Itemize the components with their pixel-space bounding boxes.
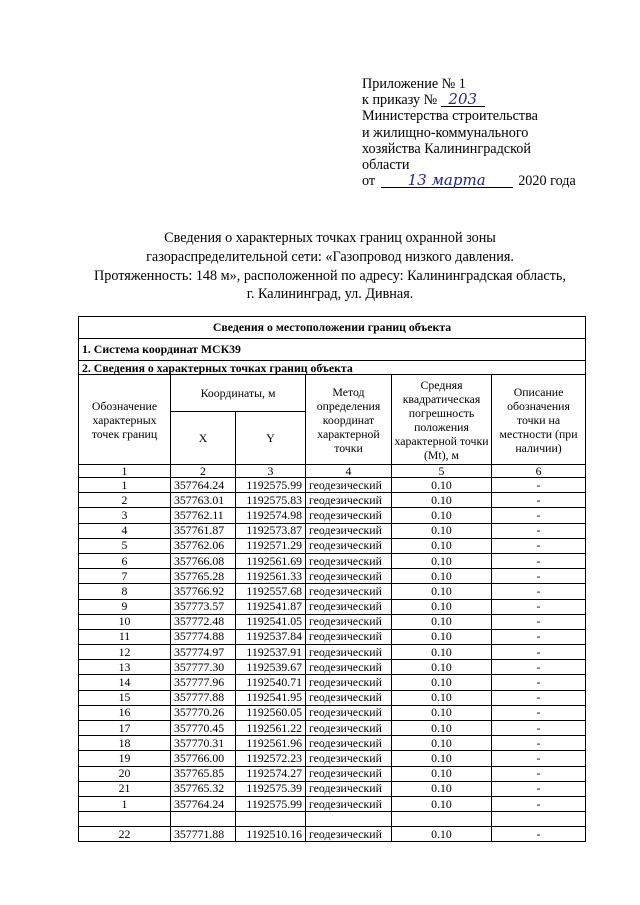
cell-point-number: 13 [79, 660, 171, 675]
header-accuracy: Средняя квадратическая погрешность положения характерной точки (Mt), м [392, 375, 492, 465]
cell-x: 357764.24 [171, 478, 236, 493]
cell-method: геодезический [306, 751, 392, 766]
cell-point-number: 9 [79, 599, 171, 614]
cell-y: 1192510.16 [236, 827, 306, 842]
cell-point-number: 15 [79, 690, 171, 705]
cell-description: - [492, 553, 586, 568]
cell-x: 357770.26 [171, 705, 236, 720]
cell-description: - [492, 796, 586, 811]
cell-point-number: 14 [79, 675, 171, 690]
header-method: Метод определения координат характерной точки [306, 375, 392, 465]
cell-accuracy: 0.10 [392, 827, 492, 842]
cell-method: геодезический [306, 538, 392, 553]
cell-accuracy: 0.10 [392, 781, 492, 796]
cell-y: 1192557.68 [236, 584, 306, 599]
cell-point-number: 16 [79, 705, 171, 720]
blank-cell [392, 812, 492, 827]
table-row [79, 629, 586, 644]
cell-accuracy: 0.10 [392, 538, 492, 553]
cell-y: 1192575.83 [236, 493, 306, 508]
table-row [79, 508, 586, 523]
cell-method: геодезический [306, 645, 392, 660]
order-number: 203 [441, 93, 485, 107]
cell-x: 357766.00 [171, 751, 236, 766]
cell-method: геодезический [306, 781, 392, 796]
cell-point-number: 6 [79, 553, 171, 568]
table-row [79, 599, 586, 614]
cell-description: - [492, 629, 586, 644]
coord-system: 1. Система координат МСК39 [79, 339, 586, 361]
cell-x: 357777.88 [171, 690, 236, 705]
cell-x: 357774.88 [171, 629, 236, 644]
cell-x: 357762.06 [171, 538, 236, 553]
column-number: 2 [171, 465, 236, 478]
cell-description: - [492, 523, 586, 538]
header-description: Описание обозначения точки на местности (при наличии) [492, 375, 586, 465]
header-designation: Обозначение характерных точек границ [79, 375, 171, 465]
cell-accuracy: 0.10 [392, 523, 492, 538]
cell-description: - [492, 584, 586, 599]
table-row [79, 766, 586, 781]
cell-accuracy: 0.10 [392, 629, 492, 644]
ministry-line: и жилищно-коммунального [362, 124, 529, 141]
cell-y: 1192561.69 [236, 553, 306, 568]
table-row [79, 538, 586, 553]
cell-method: геодезический [306, 508, 392, 523]
cell-method: геодезический [306, 614, 392, 629]
cell-y: 1192561.33 [236, 569, 306, 584]
cell-y: 1192560.05 [236, 705, 306, 720]
table-row [79, 675, 586, 690]
cell-description: - [492, 690, 586, 705]
cell-point-number: 20 [79, 766, 171, 781]
cell-y: 1192575.99 [236, 478, 306, 493]
column-number: 3 [236, 465, 306, 478]
cell-accuracy: 0.10 [392, 553, 492, 568]
cell-accuracy: 0.10 [392, 690, 492, 705]
table-row [79, 796, 586, 811]
blank-cell [79, 812, 171, 827]
cell-x: 357777.30 [171, 660, 236, 675]
table-row [79, 645, 586, 660]
cell-accuracy: 0.10 [392, 796, 492, 811]
cell-point-number: 1 [79, 478, 171, 493]
cell-x: 357770.45 [171, 721, 236, 736]
cell-y: 1192540.71 [236, 675, 306, 690]
table-row [79, 553, 586, 568]
cell-y: 1192574.98 [236, 508, 306, 523]
cell-x: 357777.96 [171, 675, 236, 690]
table-row [79, 705, 586, 720]
blank-cell [306, 812, 392, 827]
cell-x: 357765.85 [171, 766, 236, 781]
cell-description: - [492, 614, 586, 629]
cell-description: - [492, 478, 586, 493]
cell-description: - [492, 766, 586, 781]
cell-point-number: 2 [79, 493, 171, 508]
header-x: X [171, 412, 236, 465]
cell-method: геодезический [306, 690, 392, 705]
cell-y: 1192539.67 [236, 660, 306, 675]
table-row [79, 523, 586, 538]
cell-description: - [492, 660, 586, 675]
column-number: 1 [79, 465, 171, 478]
table-row [79, 721, 586, 736]
cell-method: геодезический [306, 675, 392, 690]
cell-method: геодезический [306, 493, 392, 508]
cell-method: геодезический [306, 766, 392, 781]
cell-point-number: 5 [79, 538, 171, 553]
cell-x: 357773.57 [171, 599, 236, 614]
cell-method: геодезический [306, 599, 392, 614]
cell-point-number: 8 [79, 584, 171, 599]
column-number: 5 [392, 465, 492, 478]
cell-x: 357762.11 [171, 508, 236, 523]
cell-y: 1192572.23 [236, 751, 306, 766]
cell-description: - [492, 599, 586, 614]
column-number: 6 [492, 465, 586, 478]
cell-accuracy: 0.10 [392, 584, 492, 599]
table-row [79, 493, 586, 508]
cell-accuracy: 0.10 [392, 569, 492, 584]
table-row [79, 781, 586, 796]
cell-point-number: 12 [79, 645, 171, 660]
cell-point-number: 10 [79, 614, 171, 629]
cell-accuracy: 0.10 [392, 478, 492, 493]
cell-y: 1192537.91 [236, 645, 306, 660]
cell-x: 357770.31 [171, 736, 236, 751]
cell-method: геодезический [306, 569, 392, 584]
table-row [79, 584, 586, 599]
header-coordinates: Координаты, м [171, 375, 306, 412]
cell-accuracy: 0.10 [392, 599, 492, 614]
cell-description: - [492, 675, 586, 690]
cell-accuracy: 0.10 [392, 766, 492, 781]
ministry-line: Министерства строительства [362, 108, 538, 125]
cell-accuracy: 0.10 [392, 508, 492, 523]
cell-x: 357774.97 [171, 645, 236, 660]
cell-point-number: 3 [79, 508, 171, 523]
header-y: Y [236, 412, 306, 465]
cell-point-number: 1 [79, 796, 171, 811]
cell-y: 1192573.87 [236, 523, 306, 538]
cell-description: - [492, 827, 586, 842]
cell-x: 357772.48 [171, 614, 236, 629]
cell-description: - [492, 721, 586, 736]
cell-method: геодезический [306, 827, 392, 842]
blank-cell [236, 812, 306, 827]
blank-cell [171, 812, 236, 827]
cell-method: геодезический [306, 721, 392, 736]
column-number: 4 [306, 465, 392, 478]
cell-point-number: 22 [79, 827, 171, 842]
cell-method: геодезический [306, 660, 392, 675]
cell-x: 357765.32 [171, 781, 236, 796]
cell-description: - [492, 493, 586, 508]
cell-accuracy: 0.10 [392, 705, 492, 720]
cell-y: 1192537.84 [236, 629, 306, 644]
blank-cell [492, 812, 586, 827]
cell-x: 357765.28 [171, 569, 236, 584]
cell-point-number: 4 [79, 523, 171, 538]
ministry-line: хозяйства Калининградской [362, 140, 531, 157]
cell-method: геодезический [306, 705, 392, 720]
cell-accuracy: 0.10 [392, 751, 492, 766]
section-title: Сведения о местоположении границ объекта [79, 317, 586, 339]
cell-y: 1192575.99 [236, 796, 306, 811]
cell-point-number: 21 [79, 781, 171, 796]
cell-method: геодезический [306, 629, 392, 644]
date-line [362, 173, 622, 189]
table-row [79, 660, 586, 675]
table-row [79, 736, 586, 751]
cell-x: 357766.08 [171, 553, 236, 568]
cell-x: 357764.24 [171, 796, 236, 811]
ministry-line: области [362, 157, 410, 174]
cell-description: - [492, 781, 586, 796]
cell-y: 1192575.39 [236, 781, 306, 796]
cell-method: геодезический [306, 478, 392, 493]
appendix-header [362, 76, 622, 189]
cell-accuracy: 0.10 [392, 660, 492, 675]
cell-accuracy: 0.10 [392, 493, 492, 508]
table-row [79, 827, 586, 842]
table-row [79, 614, 586, 629]
document-title [60, 229, 600, 304]
table-row [79, 751, 586, 766]
cell-point-number: 11 [79, 629, 171, 644]
title-line: г. Калининград, ул. Дивная. [246, 286, 414, 303]
table-row [79, 569, 586, 584]
cell-point-number: 19 [79, 751, 171, 766]
cell-method: геодезический [306, 523, 392, 538]
cell-description: - [492, 538, 586, 553]
cell-accuracy: 0.10 [392, 645, 492, 660]
order-line [362, 92, 622, 108]
cell-x: 357763.01 [171, 493, 236, 508]
cell-y: 1192571.29 [236, 538, 306, 553]
table-row [79, 690, 586, 705]
cell-accuracy: 0.10 [392, 721, 492, 736]
table-row [79, 478, 586, 493]
cell-point-number: 7 [79, 569, 171, 584]
cell-y: 1192574.27 [236, 766, 306, 781]
blank-row [79, 812, 586, 827]
cell-description: - [492, 645, 586, 660]
date-handwritten: 13 марта [381, 174, 513, 188]
cell-method: геодезический [306, 584, 392, 599]
cell-description: - [492, 569, 586, 584]
cell-y: 1192561.22 [236, 721, 306, 736]
cell-x: 357761.87 [171, 523, 236, 538]
cell-method: геодезический [306, 736, 392, 751]
title-line: Сведения о характерных точках границ охранной зоны [164, 230, 496, 246]
cell-accuracy: 0.10 [392, 736, 492, 751]
date-suffix: 2020 года [518, 173, 576, 190]
cell-method: геодезический [306, 796, 392, 811]
cell-description: - [492, 705, 586, 720]
cell-accuracy: 0.10 [392, 675, 492, 690]
cell-y: 1192541.95 [236, 690, 306, 705]
cell-point-number: 17 [79, 721, 171, 736]
points-table [78, 316, 586, 842]
cell-description: - [492, 508, 586, 523]
points-section-title: 2. Сведения о характерных точках границ объекта [79, 361, 586, 375]
title-line: Протяженность: 148 м», расположенной по адресу: Калининградская область, [94, 267, 566, 284]
cell-x: 357766.92 [171, 584, 236, 599]
order-prefix: к приказу № [362, 92, 438, 109]
cell-y: 1192541.05 [236, 614, 306, 629]
cell-description: - [492, 736, 586, 751]
cell-description: - [492, 751, 586, 766]
cell-accuracy: 0.10 [392, 614, 492, 629]
cell-point-number: 18 [79, 736, 171, 751]
cell-x: 357771.88 [171, 827, 236, 842]
cell-y: 1192541.87 [236, 599, 306, 614]
appendix-title: Приложение № 1 [362, 76, 466, 92]
cell-y: 1192561.96 [236, 736, 306, 751]
cell-method: геодезический [306, 553, 392, 568]
title-line: газораспределительной сети: «Газопровод низкого давления. [146, 248, 514, 265]
date-prefix: от [362, 173, 376, 190]
